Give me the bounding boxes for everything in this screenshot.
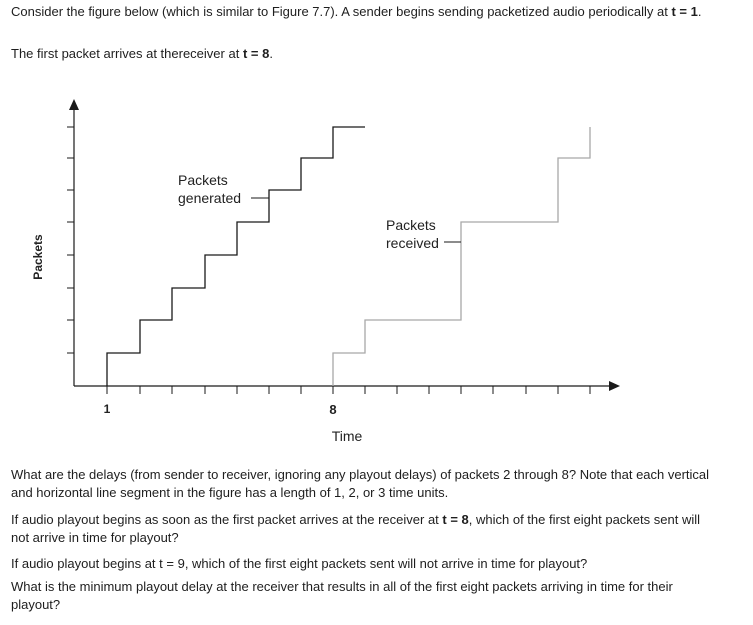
intro-text: Consider the figure below (which is similar to Figure 7.7). A sender begins sending packetized audio periodically at xyxy=(11,4,672,19)
intro-punct-2: . xyxy=(269,46,273,61)
question-2 xyxy=(11,511,711,547)
tick-label-1: 1 xyxy=(103,402,111,416)
question-2-text-end: , which of the first eight packets sent will not arrive in time for playout? xyxy=(11,512,700,545)
intro-bold-time: t = 1 xyxy=(671,4,698,19)
question-3: If audio playout begins at t = 9, which of the first eight packets sent will not arrive in time for playout? xyxy=(11,556,588,571)
packets-received-staircase xyxy=(333,127,590,386)
question-4: What is the minimum playout delay at the receiver that results in all of the first eight packets arriving in time for their playout? xyxy=(11,579,673,612)
tick-label-8: 8 xyxy=(329,402,337,417)
y-axis-label: Packets xyxy=(31,234,45,280)
packets-received-label-line1: Packets xyxy=(386,217,436,233)
x-axis-arrow-icon xyxy=(609,381,620,391)
question-1: What are the delays (from sender to receiver, ignoring any playout delays) of packets 2 through 8? Note that each vertical and horizontal line segment in the figure has a length of 1, 2, or 3 time units. xyxy=(11,467,710,500)
x-axis xyxy=(74,381,620,394)
intro-text-2: The first packet arrives at thereceiver at xyxy=(11,46,243,61)
packets-generated-label-line1: Packets xyxy=(178,172,228,188)
packets-generated-staircase xyxy=(107,127,365,386)
y-axis xyxy=(67,99,79,386)
x-axis-label: Time xyxy=(331,428,363,444)
intro-bold-time-2: t = 8 xyxy=(242,46,270,61)
packets-received-label-line2: received xyxy=(386,235,439,251)
y-axis-arrow-icon xyxy=(69,99,79,110)
intro-punct: . xyxy=(697,4,702,19)
packets-generated-label-line2: generated xyxy=(178,190,242,206)
question-2-text: If audio playout begins as soon as the first packet arrives at the receiver at xyxy=(11,512,443,527)
question-2-bold-time: t = 8 xyxy=(442,512,469,527)
